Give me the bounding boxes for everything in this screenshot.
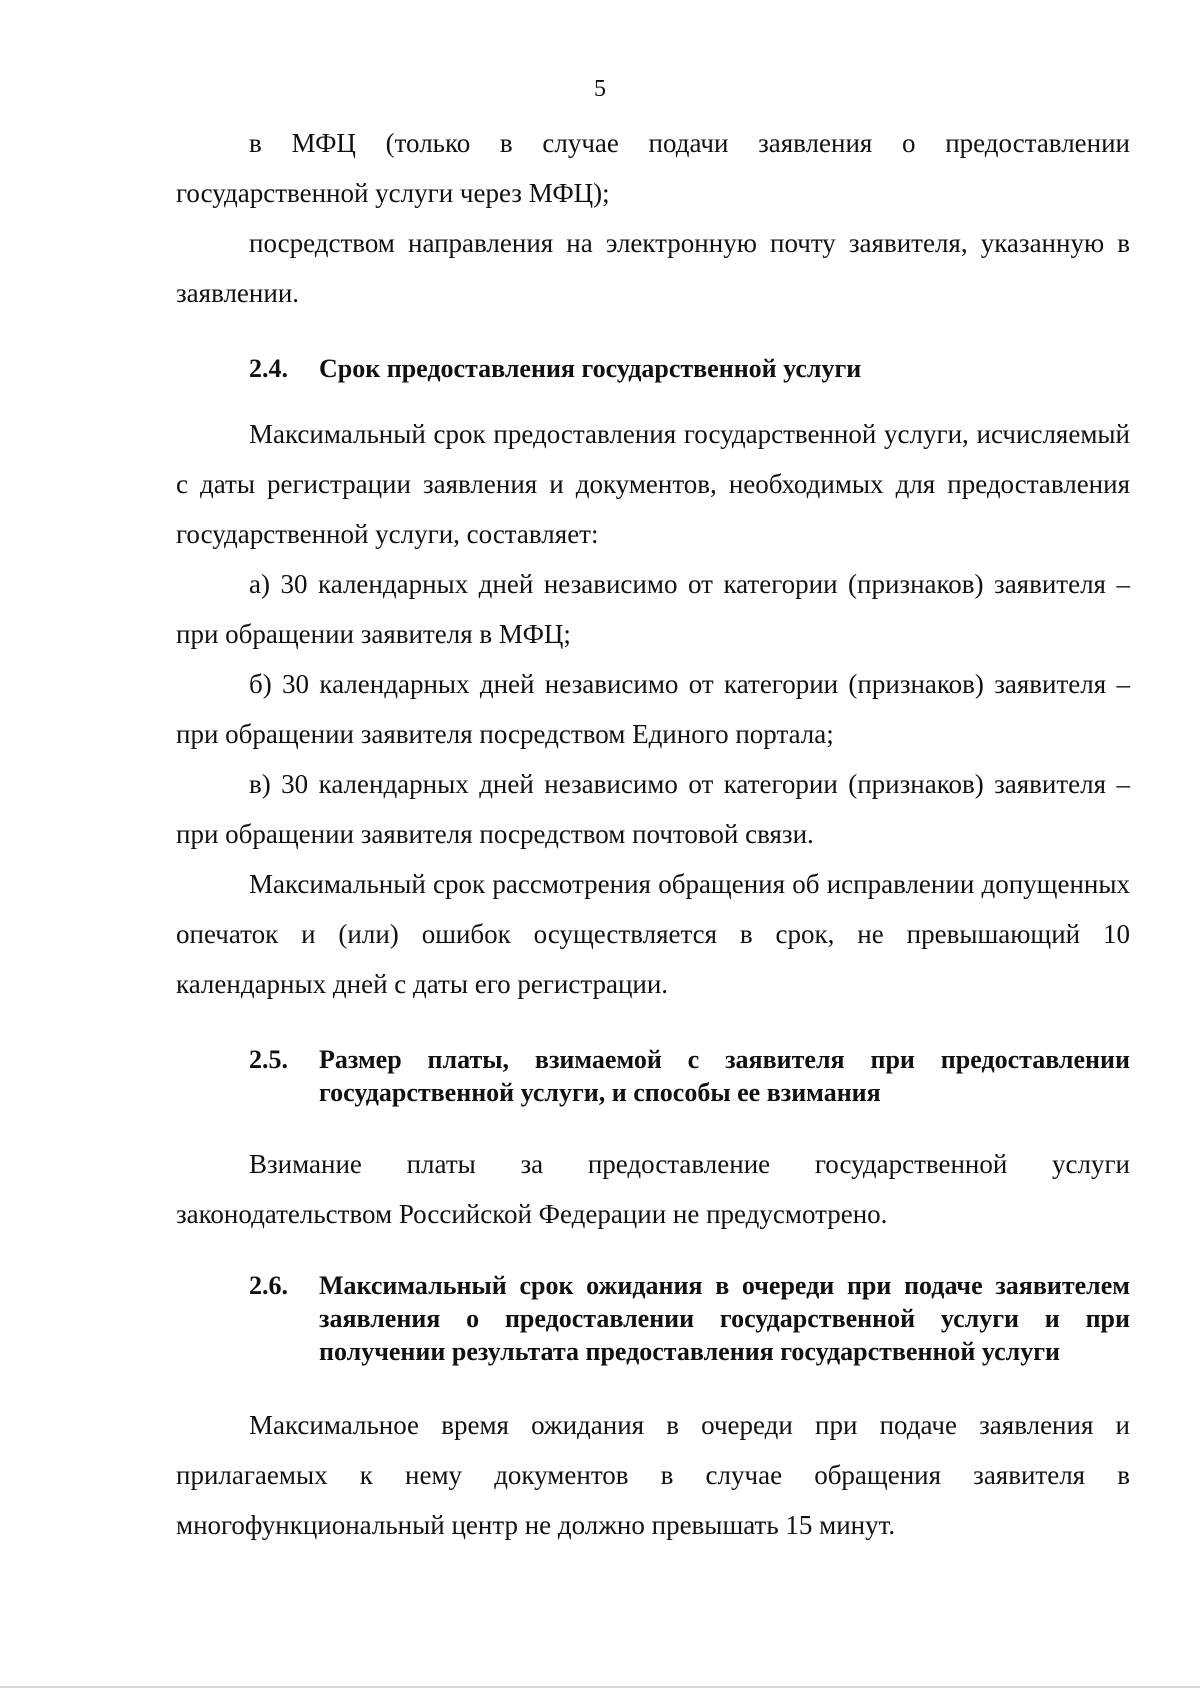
section-heading-2-5 [176,1043,1130,1109]
section-number: 2.6. [249,1271,288,1300]
paragraph-fee: Взимание платы за предоставление государственной услуги законодательством Российской Федерации не предусмотрено. [176,1149,1130,1229]
section-heading-2-6 [176,1269,1130,1368]
paragraph-corrections: Максимальный срок рассмотрения обращения об исправлении допущенных опечаток и (или) ошибок осуществляется в срок, не превышающий 10 календарных дней с даты его регистрации. [176,869,1130,999]
document-body [176,118,1130,1550]
section-title: Срок предоставления государственной услуги [319,354,862,383]
paragraph-email: посредством направления на электронную почту заявителя, указанную в заявлении. [176,228,1130,308]
paragraph-item-a: а) 30 календарных дней независимо от категории (признаков) заявителя – при обращении заявителя в МФЦ; [176,569,1130,649]
scan-edge-line [0,1686,1200,1688]
paragraph-item-v: в) 30 календарных дней независимо от категории (признаков) заявителя – при обращении заявителя посредством почтовой связи. [176,769,1130,849]
paragraph-mfc: в МФЦ (только в случае подачи заявления о предоставлении государственной услуги через МФЦ); [176,128,1130,208]
section-title: Размер платы, взимаемой с заявителя при предоставлении государственной услуги, и способы ее взимания [319,1045,1130,1107]
section-number: 2.4. [249,354,288,383]
section-heading-2-4 [176,352,1130,385]
page-number: 5 [594,76,606,102]
section-number: 2.5. [249,1045,288,1074]
paragraph-max-term: Максимальный срок предоставления государственной услуги, исчисляемый с даты регистрации заявления и документов, необходимых для предоставления государственной услуги, составляет: [176,419,1130,549]
paragraph-queue-time: Максимальное время ожидания в очереди при подаче заявления и прилагаемых к нему документов в случае обращения заявителя в многофункциональный центр не должно превышать 15 минут. [176,1410,1130,1540]
paragraph-item-b: б) 30 календарных дней независимо от категории (признаков) заявителя – при обращении заявителя посредством Единого портала; [176,669,1130,749]
section-title: Максимальный срок ожидания в очереди при подаче заявителем заявления о предоставлении государственной услуги и при получении результата предоставления государственной услуги [319,1271,1130,1366]
